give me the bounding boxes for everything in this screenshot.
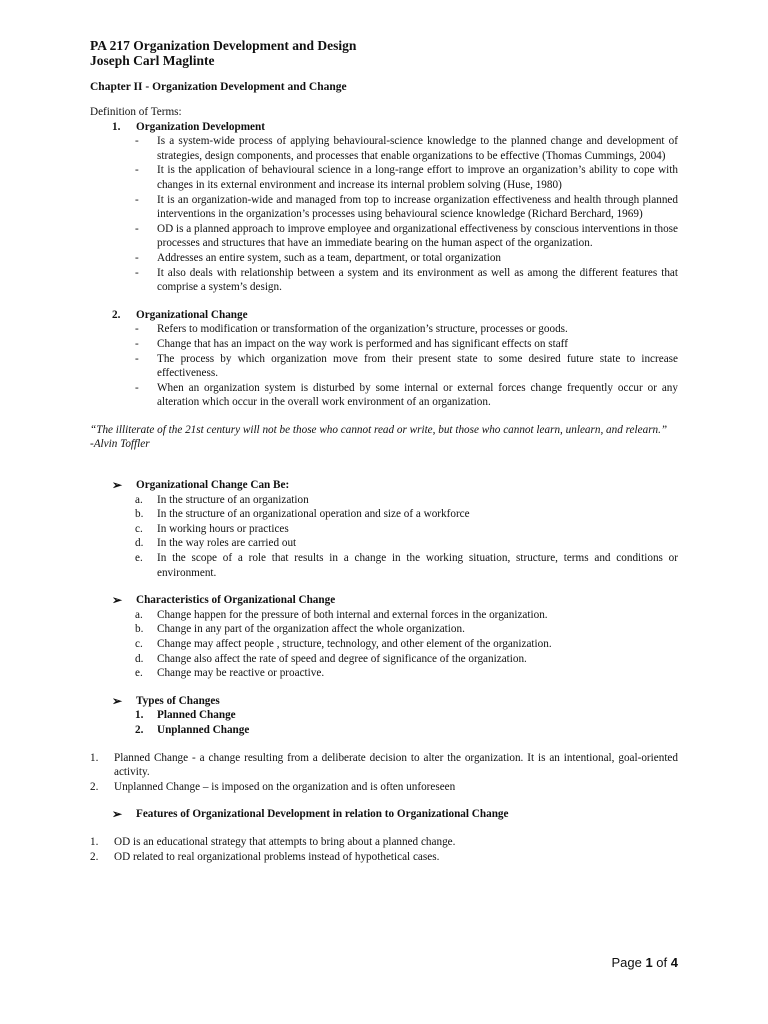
list-item: 1. OD is an educational strategy that attempts to bring about a planned change. [90,835,456,848]
dash-bullet: - [135,352,139,365]
list-item: - It also deals with relationship between a system and its environment as well as among the different features that comprise a system’s design. [135,266,678,294]
definition-label: Definition of Terms: [90,106,182,118]
dash-bullet: - [135,193,139,206]
list-item: c. In working hours or practices [135,522,289,535]
dash-bullet: - [135,164,139,177]
list-item: - It is an organization-wide and managed from top to increase organization effectiveness and health through planned interventions in the organization’s processes using behavioural science knowledge (Richard Berchard, 1969) [135,193,678,221]
alpha-list [90,493,678,581]
list-item: - Addresses an entire system, such as a team, department, or total organization [135,251,502,264]
author-name: Joseph Carl Maglinte [90,53,215,68]
list-item: - It is the application of behavioural science in a long-range effort to improve an organization’s ability to cope with changes in its external environment and increase its internal problem solving (Huse, 1980) [135,164,678,191]
section-heading [90,593,678,608]
dash-bullet: - [135,135,139,148]
list-item: b. Change in any part of the organization affect the whole organization. [135,623,465,636]
list-item: b. In the structure of an organizational operation and size of a workforce [135,508,470,521]
arrow-bullet-icon: ➢ [112,807,123,822]
document-header [90,38,356,68]
dash-bullet: - [135,251,139,264]
chapter-title: Chapter II - Organization Development and Change [90,81,347,93]
section-heading [90,807,678,822]
dash-list [90,322,678,410]
arrow-bullet-icon: ➢ [112,593,123,608]
course-title: PA 217 Organization Development and Design [90,38,357,53]
list-item: c. Change may affect people , structure, technology, and other element of the organization. [135,638,552,650]
list-item: 2. Unplanned Change – is imposed on the organization and is often unforeseen [90,780,456,793]
list-item: - Is a system-wide process of applying behavioural-science knowledge to the planned change and development of strategies, design components, and processes that enable organizations to be effective (Thomas Cummings, 2004) [135,135,678,162]
dash-bullet: - [135,381,139,394]
list-item: d. Change also affect the rate of speed and degree of significance of the organization. [135,652,527,665]
list-item: e. Change may be reactive or proactive. [135,667,325,680]
list-item: 2. Unplanned Change [135,723,250,736]
list-item: a. Change happen for the pressure of both internal and external forces in the organization. [135,608,548,621]
list-item: 1. Planned Change [135,709,236,722]
section-title: Characteristics of Organizational Change [136,594,336,607]
section-heading [90,308,678,323]
list-item: d. In the way roles are carried out [135,537,297,550]
alpha-list [90,608,678,681]
section-heading [90,120,678,135]
arrow-bullet-icon: ➢ [112,693,123,708]
list-item: - OD is a planned approach to improve employee and organizational effectiveness by conscious interventions in those processes and structures that have an immediate bearing on the human aspect of the organization. [135,222,678,250]
page-number: Page 1 of 4 [611,955,678,970]
list-item: - Change that has an impact on the way work is performed and has significant effects on staff [135,337,568,350]
list-item: a. In the structure of an organization [135,493,309,506]
section-number: 1. [112,120,121,133]
section-title: Organization Development [136,120,265,133]
section-title: Organizational Change [136,308,248,321]
quote-attribution: -Alvin Toffler [90,438,150,451]
dash-bullet: - [135,323,139,336]
quote-block [90,423,678,452]
dash-bullet: - [135,266,139,279]
list-item: e. In the scope of a role that results in a change in the working situation, structure, terms and conditions or environment. [135,552,678,579]
list-item: 2. OD related to real organizational problems instead of hypothetical cases. [90,850,440,863]
section-title: Organizational Change Can Be: [136,479,290,492]
arrow-bullet-icon: ➢ [112,478,123,493]
section-number: 2. [112,308,121,321]
dash-bullet: - [135,222,139,235]
quote-text: “The illiterate of the 21st century will not be those who cannot read or write, but those who cannot learn, unlearn, and relearn.” [90,423,668,436]
document-body [90,105,678,864]
list-item: 1. Planned Change - a change resulting from a deliberate decision to alter the organization. It is an intentional, goal-oriented activity. [90,751,678,779]
dash-bullet: - [135,337,139,350]
list-item: - The process by which organization move from their present state to some desired future state to increase effectiveness. [135,352,678,380]
section-heading [90,694,678,709]
section-heading [90,478,678,493]
section-title: Types of Changes [136,694,220,707]
list-item: - Refers to modification or transformation of the organization’s structure, processes or goods. [135,323,568,336]
list-item: - When an organization system is disturbed by some internal or external forces change frequently occur or any alteration which occur in the overall work environment of an organization. [135,381,678,409]
section-title: Features of Organizational Development in relation to Organizational Change [136,808,509,821]
dash-list [90,134,678,295]
